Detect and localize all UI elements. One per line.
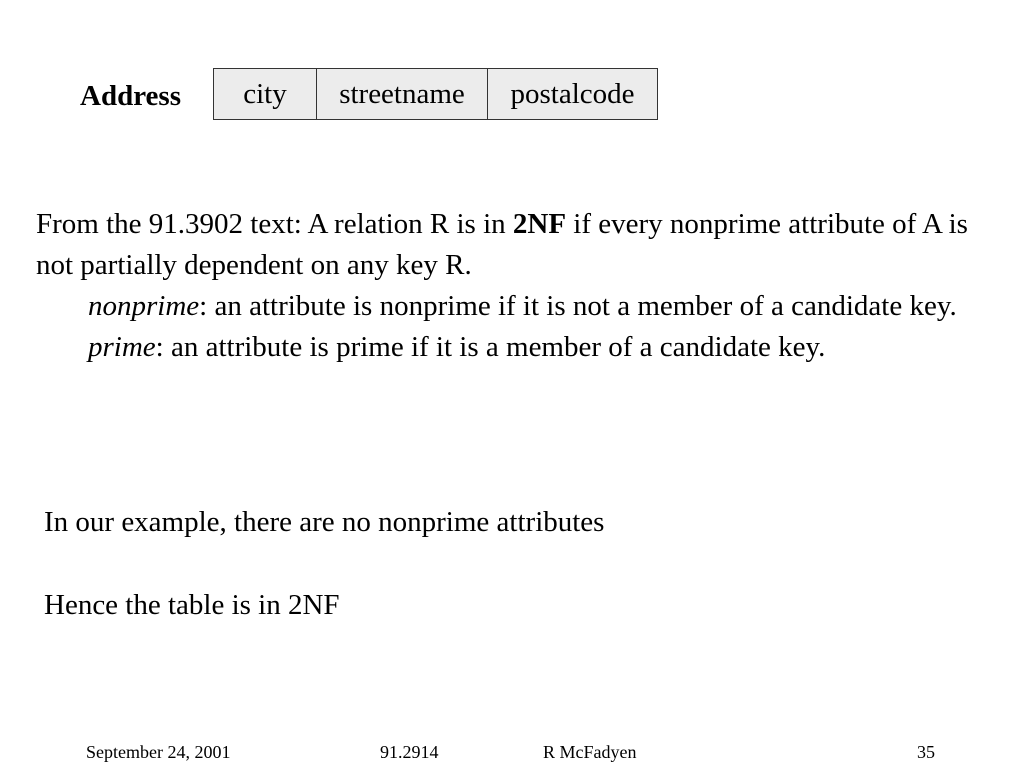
definition-rest: if every nonprime attribute of A is not partially dependent on any key R. <box>36 208 968 281</box>
schema-table <box>213 68 658 120</box>
footer-page-number: 35 <box>917 742 935 762</box>
observation-text: In our example, there are no nonprime attributes <box>44 506 605 538</box>
result-text: Hence the table is in 2NF <box>44 589 340 621</box>
footer-date: September 24, 2001 <box>86 742 231 762</box>
attribute-city: city <box>243 78 287 110</box>
prime-definition <box>36 327 976 368</box>
definition-term: 2NF <box>512 208 567 240</box>
definition-intro: From the 91.3902 text: A relation R is in <box>36 208 513 240</box>
relation-name: Address <box>80 80 181 112</box>
attribute-streetname: streetname <box>316 69 487 119</box>
prime-term: prime <box>88 331 156 363</box>
2nf-definition <box>36 204 976 368</box>
nonprime-text: : an attribute is nonprime if it is not a member of a candidate key. <box>199 290 957 322</box>
attribute-postalcode: postalcode <box>487 69 657 119</box>
footer-author: R McFadyen <box>543 742 637 762</box>
prime-text: : an attribute is prime if it is a member of a candidate key. <box>155 331 826 363</box>
definition-statement <box>36 204 976 286</box>
nonprime-term: nonprime <box>88 290 200 322</box>
footer-course: 91.2914 <box>380 742 439 762</box>
nonprime-definition <box>36 286 976 327</box>
